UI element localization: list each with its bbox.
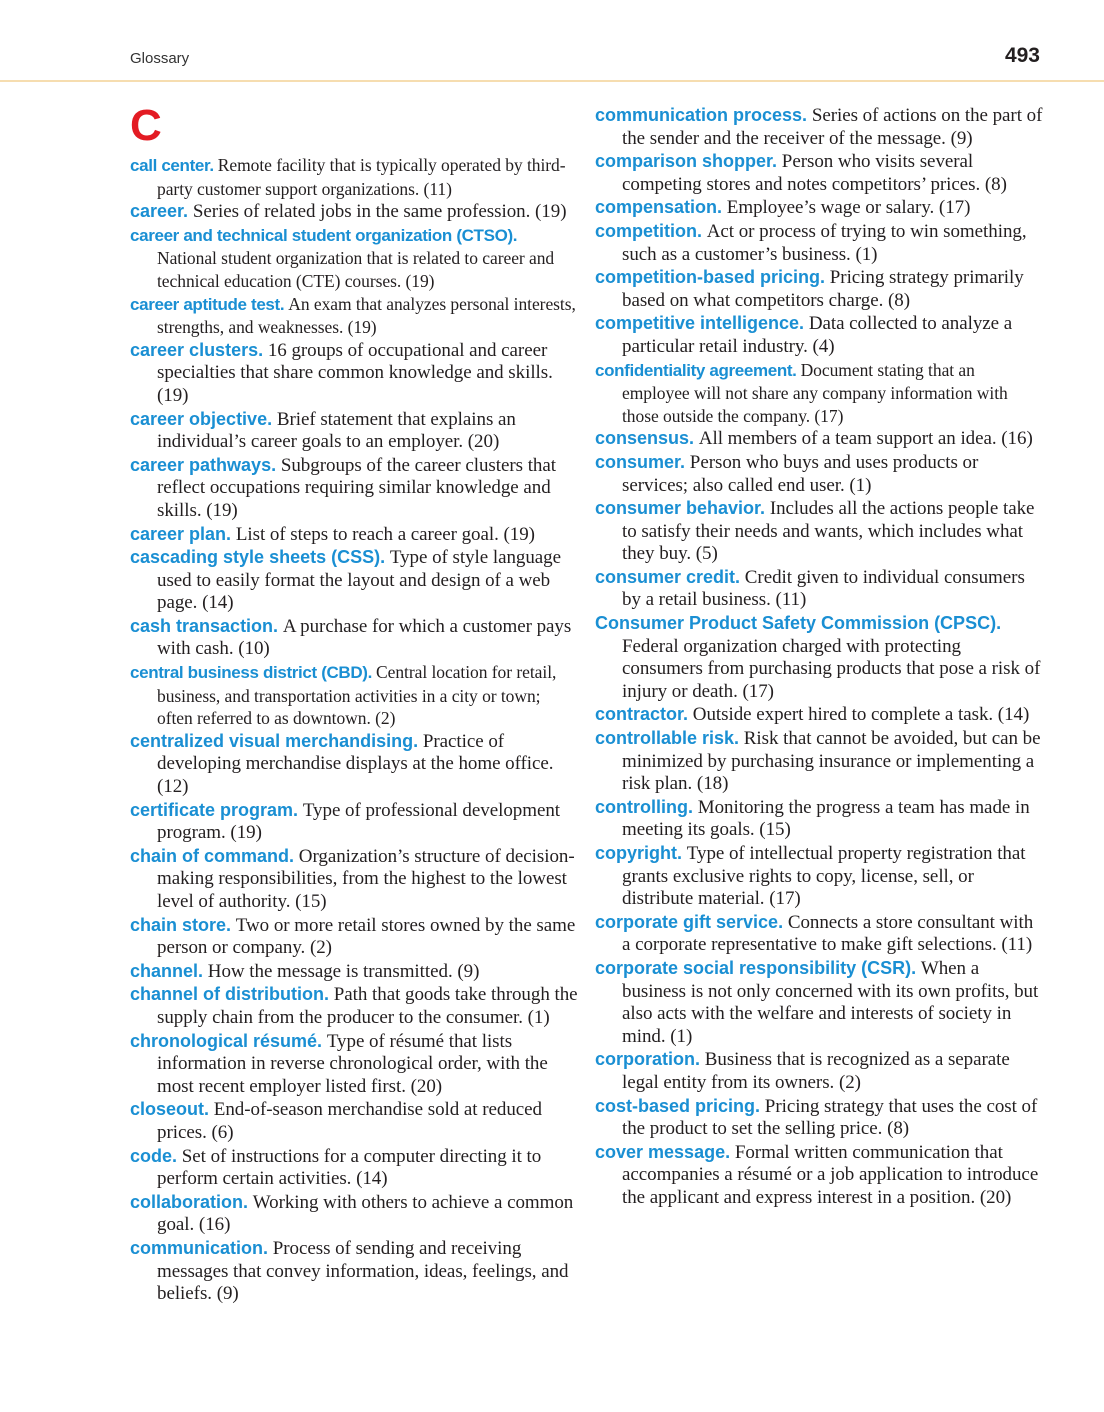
glossary-entry	[130, 224, 580, 293]
glossary-entry	[595, 612, 1045, 703]
glossary-definition: An exam that analyzes personal interests, strengths, and weaknesses. (19)	[157, 293, 576, 338]
glossary-entry	[130, 845, 580, 914]
glossary-entry	[130, 914, 580, 960]
glossary-entry	[130, 1098, 580, 1144]
glossary-entry	[130, 615, 580, 661]
glossary-entry	[130, 661, 580, 730]
section-letter: C	[130, 101, 162, 150]
glossary-term: consensus.	[595, 428, 695, 449]
glossary-entry	[130, 200, 580, 224]
glossary-term: chain of command.	[130, 845, 295, 866]
glossary-definition: Organization’s structure of decision-making responsibilities, from the highest to the lowest level of authority. (15)	[157, 845, 575, 912]
glossary-term: career and technical student organization (CTSO).	[130, 225, 518, 245]
glossary-term: certificate program.	[130, 799, 299, 820]
glossary-definition: Person who buys and uses products or services; also called end user. (1)	[622, 451, 979, 496]
glossary-definition: Series of related jobs in the same profession. (19)	[192, 201, 567, 223]
glossary-entry	[595, 727, 1045, 796]
glossary-entry	[595, 104, 1045, 150]
glossary-definition: Set of instructions for a computer directing it to perform certain activities. (14)	[157, 1145, 542, 1190]
glossary-entry	[130, 1030, 580, 1099]
glossary-definition: Data collected to analyze a particular retail industry. (4)	[622, 313, 1013, 357]
glossary-entry	[595, 911, 1045, 957]
glossary-term: chain store.	[130, 914, 232, 935]
glossary-entry	[595, 266, 1045, 312]
glossary-term: competitive intelligence.	[595, 313, 805, 334]
glossary-entry	[595, 796, 1045, 842]
glossary-definition: Path that goods take through the supply chain from the producer to the consumer. (1)	[157, 984, 578, 1028]
glossary-definition: All members of a team support an idea. (16)	[698, 428, 1033, 450]
glossary-term: consumer behavior.	[595, 498, 766, 519]
page-number: 493	[1004, 44, 1040, 67]
glossary-entry	[130, 454, 580, 523]
glossary-entry	[130, 339, 580, 408]
glossary-column-right	[595, 104, 1045, 1210]
glossary-entry	[130, 799, 580, 845]
glossary-entry	[595, 359, 1045, 428]
glossary-term: career aptitude test.	[130, 294, 285, 314]
glossary-term: call center.	[130, 156, 214, 175]
glossary-term: code.	[130, 1145, 178, 1166]
glossary-term: confidentiality agreement.	[595, 360, 797, 380]
glossary-entry	[130, 408, 580, 454]
glossary-definition: Monitoring the progress a team has made in meeting its goals. (15)	[622, 796, 1030, 841]
glossary-term: cascading style sheets (CSS).	[130, 547, 386, 568]
entry-list-left	[130, 154, 580, 1306]
page-header	[0, 0, 1104, 82]
glossary-term: consumer credit.	[595, 566, 741, 587]
glossary-entry	[595, 451, 1045, 497]
glossary-entry	[130, 1191, 580, 1237]
glossary-term: Consumer Product Safety Commission (CPSC).	[595, 613, 1002, 634]
glossary-entry	[130, 523, 580, 547]
glossary-definition: Two or more retail stores owned by the same person or company. (2)	[157, 914, 576, 959]
glossary-definition: National student organization that is related to career and technical education (CTE) courses. (19)	[157, 248, 555, 291]
glossary-term: career pathways.	[130, 454, 277, 475]
glossary-term: centralized visual merchandising.	[130, 730, 419, 751]
glossary-term: channel.	[130, 960, 204, 981]
glossary-definition: Act or process of trying to win something, such as a customer’s business. (1)	[622, 220, 1027, 265]
glossary-entry	[595, 1048, 1045, 1094]
glossary-entry	[595, 150, 1045, 196]
glossary-definition: Federal organization charged with protecting consumers from purchasing products that pose a risk of injury or death. (17)	[622, 635, 1041, 702]
glossary-entry	[595, 842, 1045, 911]
glossary-definition: Includes all the actions people take to satisfy their needs and wants, which includes what they buy. (5)	[622, 498, 1035, 565]
glossary-definition: Credit given to individual consumers by a retail business. (11)	[622, 566, 1025, 611]
glossary-term: corporate gift service.	[595, 911, 784, 932]
glossary-term: chronological résumé.	[130, 1030, 323, 1051]
glossary-definition: Practice of developing merchandise displays at the home office. (12)	[157, 730, 554, 798]
glossary-definition: Business that is recognized as a separate legal entity from its owners. (2)	[622, 1049, 1010, 1093]
glossary-term: copyright.	[595, 843, 683, 863]
glossary-definition: Pricing strategy primarily based on what competitors charge. (8)	[622, 267, 1024, 311]
glossary-definition: Series of actions on the part of the sender and the receiver of the message. (9)	[622, 105, 1043, 149]
glossary-entry	[595, 497, 1045, 566]
glossary-term: competition.	[595, 220, 702, 241]
glossary-term: cash transaction.	[130, 615, 279, 636]
glossary-entry	[130, 154, 580, 200]
glossary-entry	[130, 983, 580, 1029]
glossary-term: communication.	[130, 1237, 269, 1258]
glossary-definition: Working with others to achieve a common goal. (16)	[157, 1191, 574, 1236]
glossary-term: corporation.	[595, 1049, 701, 1070]
section-title: Glossary	[130, 50, 190, 67]
glossary-term: central business district (CBD).	[130, 663, 372, 683]
glossary-definition: End-of-season merchandise sold at reduced prices. (6)	[157, 1099, 542, 1143]
glossary-term: closeout.	[130, 1099, 210, 1120]
glossary-definition: Subgroups of the career clusters that reflect occupations requiring similar knowledge and skills. (19)	[157, 454, 556, 521]
glossary-definition: Remote facility that is typically operated by third-party customer support organizations. (11)	[157, 155, 566, 199]
glossary-term: channel of distribution.	[130, 984, 329, 1005]
glossary-entry	[595, 957, 1045, 1048]
glossary-term: compensation.	[595, 197, 723, 218]
glossary-definition: Brief statement that explains an individual’s career goals to an employer. (20)	[157, 408, 516, 453]
glossary-definition: Person who visits several competing stores and notes competitors’ prices. (8)	[622, 151, 1007, 195]
glossary-entry	[130, 960, 580, 984]
glossary-entry	[595, 703, 1045, 727]
glossary-definition: How the message is transmitted. (9)	[207, 960, 480, 982]
glossary-entry	[130, 293, 580, 339]
glossary-definition: Pricing strategy that uses the cost of the product to set the selling price. (8)	[622, 1095, 1038, 1140]
glossary-definition: When a business is not only concerned with its own profits, but also acts with the welfare and interests of society in mind. (1)	[622, 957, 1039, 1047]
glossary-entry	[130, 730, 580, 799]
glossary-definition: Type of résumé that lists information in reverse chronological order, with the most recent employer listed first. (20)	[157, 1030, 548, 1097]
glossary-entry	[595, 427, 1045, 451]
glossary-term: controllable risk.	[595, 728, 740, 749]
glossary-term: communication process.	[595, 105, 808, 125]
glossary-entry	[595, 1141, 1045, 1210]
glossary-term: competition-based pricing.	[595, 267, 826, 288]
glossary-definition: Type of style language used to easily format the layout and design of a web page. (14)	[157, 547, 562, 614]
entry-list-right	[595, 104, 1045, 1210]
glossary-definition: Connects a store consultant with a corporate representative to make gift selections. (11)	[622, 911, 1034, 956]
glossary-definition: Type of professional development program. (19)	[157, 799, 561, 844]
glossary-entry	[595, 220, 1045, 266]
glossary-term: corporate social responsibility (CSR).	[595, 957, 917, 978]
glossary-entry	[130, 1237, 580, 1306]
glossary-term: career.	[130, 201, 189, 222]
glossary-entry	[595, 312, 1045, 358]
glossary-definition: Process of sending and receiving messages that convey information, ideas, feelings, and beliefs. (9)	[157, 1237, 569, 1305]
glossary-entry	[595, 196, 1045, 220]
glossary-definition: Employee’s wage or salary. (17)	[726, 197, 971, 219]
glossary-definition: Risk that cannot be avoided, but can be minimized by purchasing insurance or implementing a risk plan. (18)	[622, 728, 1041, 795]
glossary-column-left	[130, 101, 580, 1306]
glossary-definition: 16 groups of occupational and career specialties that share common knowledge and skills. (19)	[157, 339, 553, 406]
glossary-term: career clusters.	[130, 339, 264, 360]
glossary-definition: Formal written communication that accompanies a résumé or a job application to introduce the applicant and express interest in a position. (20)	[622, 1141, 1039, 1208]
glossary-term: contractor.	[595, 704, 689, 725]
glossary-definition: Central location for retail, business, and transportation activities in a city or town; often referred to as downtown. (2)	[157, 662, 557, 729]
glossary-definition: Outside expert hired to complete a task. (14)	[692, 704, 1030, 726]
glossary-entry	[130, 1145, 580, 1191]
glossary-term: cover message.	[595, 1141, 731, 1162]
glossary-entry	[595, 1095, 1045, 1141]
glossary-term: collaboration.	[130, 1191, 249, 1212]
glossary-definition: List of steps to reach a career goal. (19)	[235, 523, 535, 545]
glossary-term: career plan.	[130, 523, 232, 544]
glossary-term: cost-based pricing.	[595, 1095, 761, 1116]
glossary-definition: A purchase for which a customer pays with cash. (10)	[157, 615, 572, 660]
glossary-term: comparison shopper.	[595, 151, 778, 172]
glossary-definition: Type of intellectual property registration that grants exclusive rights to copy, license, sell, or distribute material. (17)	[622, 843, 1026, 910]
glossary-definition: Document stating that an employee will not share any company information with those outside the company. (17)	[622, 359, 1008, 426]
glossary-entry	[130, 546, 580, 615]
glossary-term: consumer.	[595, 451, 686, 472]
glossary-term: career objective.	[130, 408, 273, 429]
glossary-entry	[595, 566, 1045, 612]
glossary-term: controlling.	[595, 796, 693, 817]
